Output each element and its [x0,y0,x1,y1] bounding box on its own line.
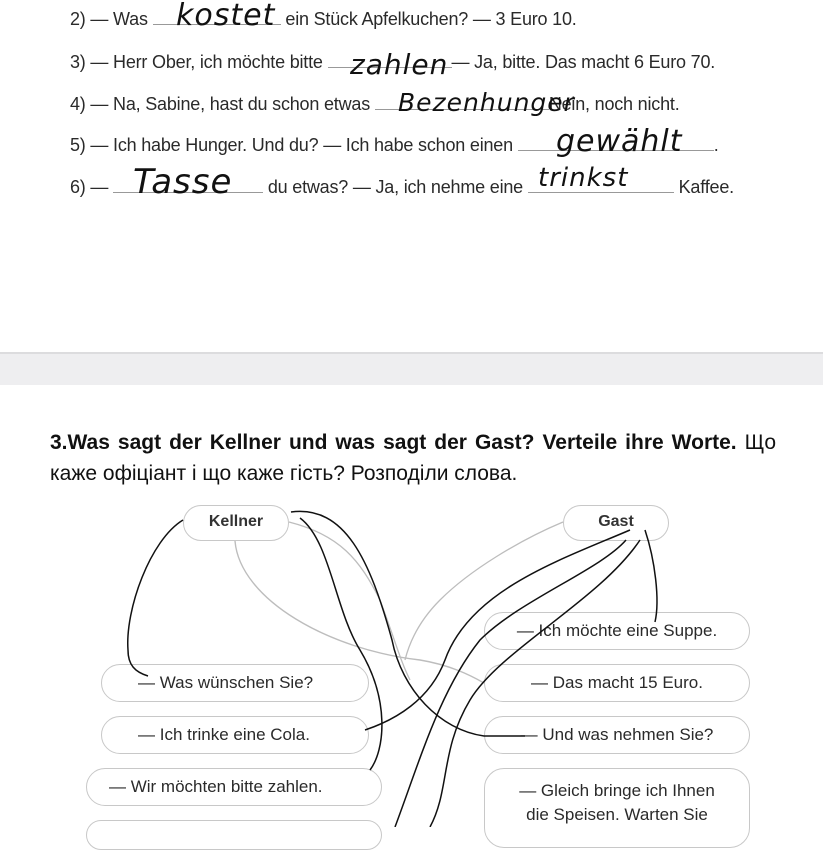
exercise-line-4: 4) — Na, Sabine, hast du schon etwas Nein, noch nicht. [70,94,680,114]
exercise-line-6: 6) — du etwas? — Ja, ich nehme eine Kaffee. [70,177,734,197]
exercise-line-5: 5) — Ich habe Hunger. Und du? — Ich habe schon einen . [70,135,719,155]
phrase-und-was-nehmen-sie: — Und was nehmen Sie? [484,716,750,754]
exercise-line-2: 2) — Was ein Stück Apfelkuchen? — 3 Euro 10. [70,9,577,29]
phrase-ich-moechte-eine-suppe: — Ich möchte eine Suppe. [484,612,750,650]
exercise-3-title-translation: Що каже офіціант і що каже гість? Розподіли слова. [50,431,776,485]
gast-heading: Gast [563,505,669,541]
phrase-das-macht-15-euro: — Das macht 15 Euro. [484,664,750,702]
handwritten-answer-gewaehlt: gewählt [556,124,683,159]
exercise-3-title-german: 3.Was sagt der Kellner und was sagt der Gast? Verteile ihre Worte. [50,431,737,454]
exercise-line-3: 3) — Herr Ober, ich möchte bitte — Ja, bitte. Das macht 6 Euro 70. [70,52,716,72]
kellner-heading: Kellner [183,505,289,541]
phrase-gleich-line-1: — Gleich bringe ich Ihnen [519,781,715,800]
handwritten-answer-zahlen: zahlen [350,48,449,81]
phrase-was-wuenschen-sie: — Was wünschen Sie? [101,664,369,702]
page-divider [0,352,823,385]
phrase-partial-left [86,820,382,850]
handwritten-answer-kostet: kostet [176,0,276,33]
exercise-3-title [50,427,776,489]
handwritten-answer-trinkst: trinkst [538,163,629,193]
handwritten-answer-tasse: Tasse [133,162,233,202]
phrase-wir-moechten-bitte-zahlen: — Wir möchten bitte zahlen. [86,768,382,806]
phrase-gleich-bringe-ich-ihnen [484,768,750,848]
handwritten-answer-bezenhunger: Bezenhunger [398,88,575,117]
worksheet-top [0,0,823,352]
phrase-ich-trinke-eine-cola: — Ich trinke eine Cola. [101,716,369,754]
phrase-gleich-line-2: die Speisen. Warten Sie [526,805,708,824]
